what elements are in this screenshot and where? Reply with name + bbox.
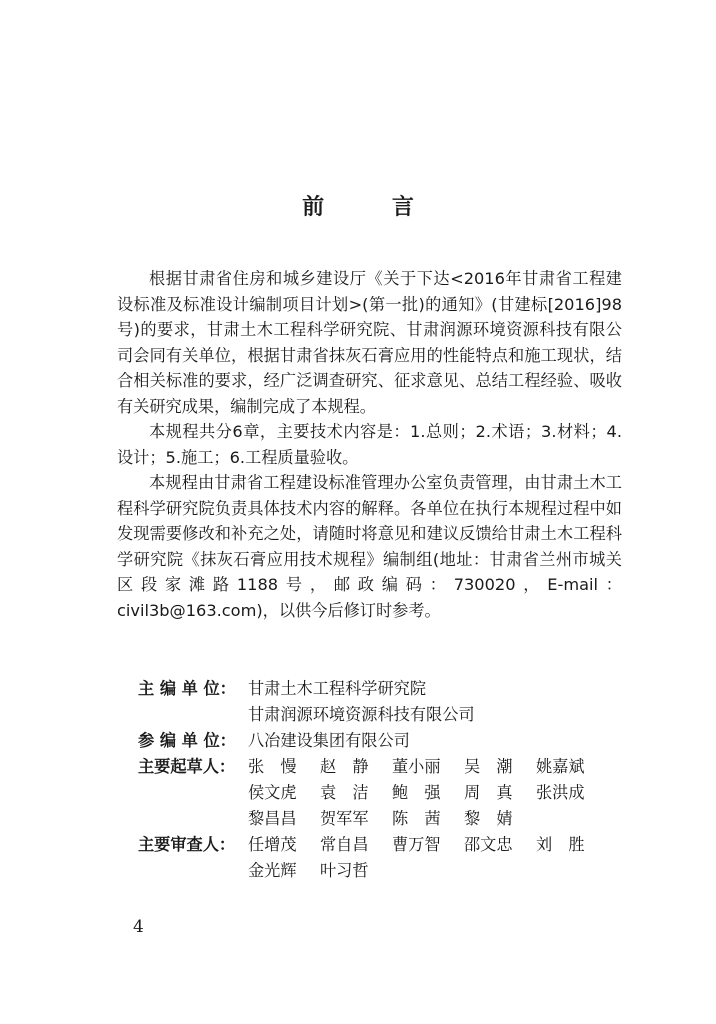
preface-paragraph-3: 本规程由甘肃省工程建设标准管理办公室负责管理，由甘肃土木工程科学研究院负责具体技术内容的解释。各单位在执行本规程过程中如发现需要修改和补充之处，请随时将意见和建议反馈给甘肃土木工程科学研究院《抹灰石膏应用技术规程》编制组(地址：甘肃省兰州市城关区段家滩路1188号，邮政编码：730020，E-mail：civil3b@163.com)，以供今后修订时参考。 bbox=[117, 473, 622, 620]
participants-label: 参 编 单 位： bbox=[138, 731, 236, 750]
drafter-name: 赵 静 bbox=[320, 757, 369, 776]
drafters-group bbox=[138, 754, 618, 832]
preface-paragraph-1: 根据甘肃省住房和城乡建设厅《关于下达<2016年甘肃省工程建设标准及标准设计编制项目计划>(第一批)的通知》(甘建标[2016]98号)的要求，甘肃土木工程科学研究院、甘肃润源环境资源科技有限公司会同有关单位，根据甘肃省抹灰石膏应用的性能特点和施工现状，结合相关标准的要求，经广泛调查研究、征求意见、总结工程经验、吸收有关研究成果，编制完成了本规程。 bbox=[117, 269, 622, 416]
reviewer-name: 常自昌 bbox=[320, 835, 369, 854]
page-number: 4 bbox=[133, 917, 144, 937]
preface-paragraph-2: 本规程共分6章，主要技术内容是：1.总则；2.术语；3.材料；4.设计；5.施工；6.工程质量验收。 bbox=[117, 422, 622, 467]
drafter-name: 周 真 bbox=[464, 783, 513, 802]
drafter-name: 黎昌昌 bbox=[248, 809, 297, 828]
participants-list bbox=[248, 728, 618, 754]
participant-unit: 八冶建设集团有限公司 bbox=[248, 731, 410, 750]
chief-editor-unit: 甘肃土木工程科学研究院 bbox=[248, 679, 427, 698]
reviewers-list bbox=[248, 832, 618, 884]
drafter-name: 侯文虎 bbox=[248, 783, 297, 802]
drafter-name: 陈 茜 bbox=[392, 809, 441, 828]
drafter-name: 贺军军 bbox=[320, 809, 369, 828]
preface-body bbox=[117, 266, 622, 623]
page-title: 前 言 bbox=[302, 195, 444, 220]
reviewer-name: 曹万智 bbox=[392, 835, 441, 854]
chief-editors-label: 主 编 单 位： bbox=[138, 679, 236, 698]
participants-group bbox=[138, 728, 618, 754]
drafter-name: 吴 潮 bbox=[464, 757, 513, 776]
drafter-name: 张洪成 bbox=[536, 783, 585, 802]
chief-editors-group bbox=[138, 676, 618, 728]
drafters-label: 主要起草人： bbox=[138, 757, 236, 776]
reviewer-name: 邵文忠 bbox=[464, 835, 513, 854]
drafters-list bbox=[248, 754, 618, 832]
reviewers-label: 主要审查人： bbox=[138, 835, 236, 854]
reviewer-name: 金光辉 bbox=[248, 861, 297, 880]
reviewer-name: 叶习哲 bbox=[320, 861, 369, 880]
drafter-name: 鲍 强 bbox=[392, 783, 441, 802]
drafter-name: 袁 洁 bbox=[320, 783, 369, 802]
drafter-name: 姚嘉斌 bbox=[536, 757, 585, 776]
reviewer-name: 任增茂 bbox=[248, 835, 297, 854]
drafter-name: 黎 婧 bbox=[464, 809, 513, 828]
reviewer-name: 刘 胜 bbox=[536, 835, 585, 854]
reviewers-group bbox=[138, 832, 618, 884]
drafter-name: 董小丽 bbox=[392, 757, 441, 776]
chief-editor-unit: 甘肃润源环境资源科技有限公司 bbox=[248, 705, 475, 724]
drafter-name: 张 慢 bbox=[248, 757, 297, 776]
chief-editors-list bbox=[248, 676, 618, 728]
credits-section bbox=[138, 676, 618, 884]
